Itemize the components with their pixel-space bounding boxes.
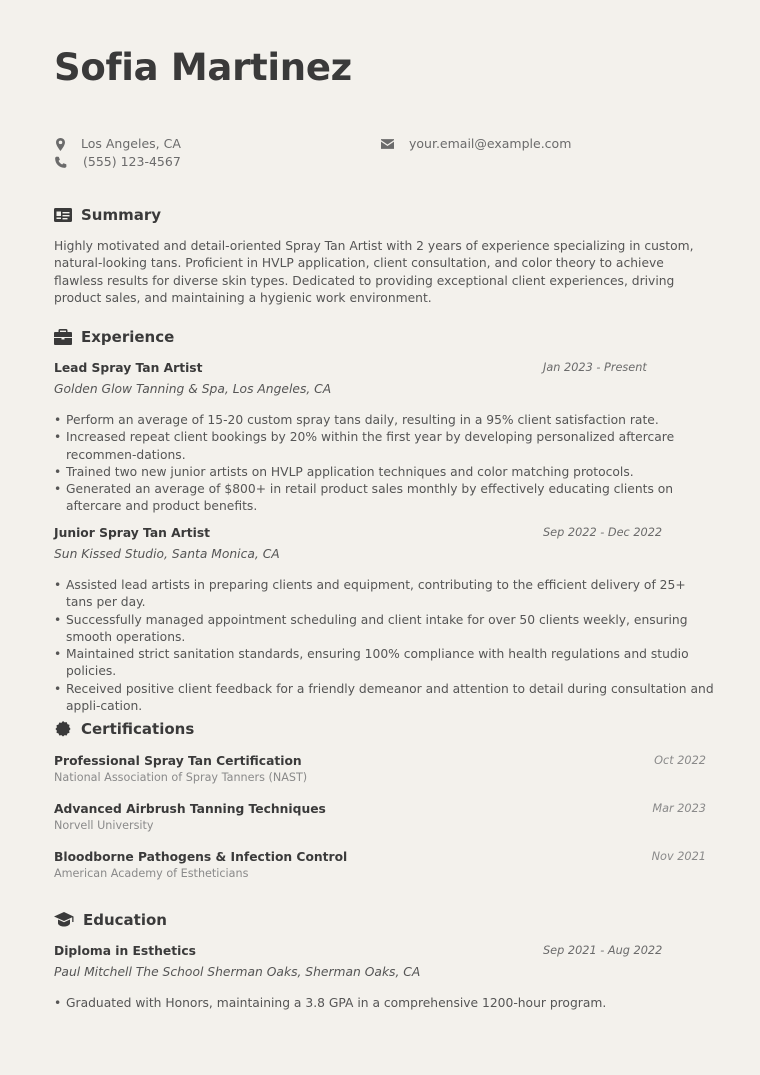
certifications-heading xyxy=(54,720,194,738)
list-item: • Successfully managed appointment scheduling and client intake for over 50 clients weekly, ensuring smooth operations. xyxy=(54,612,714,647)
contact-location xyxy=(54,135,181,153)
experience-heading xyxy=(54,328,174,346)
education-dates: Sep 2021 - Aug 2022 xyxy=(543,944,663,957)
certification-date: Nov 2021 xyxy=(651,850,706,863)
certification-issuer: National Association of Spray Tanners (NAST) xyxy=(54,771,308,784)
contact-phone xyxy=(54,153,181,171)
education-title: Education xyxy=(83,911,167,929)
candidate-name: Sofia Martinez xyxy=(54,46,352,89)
certification-name: Professional Spray Tan Certification xyxy=(54,754,302,768)
job-role: Lead Spray Tan Artist xyxy=(54,361,203,375)
contact-email xyxy=(381,135,571,153)
id-card-icon xyxy=(54,207,72,223)
summary-text: Highly motivated and detail-oriented Spray Tan Artist with 2 years of experience specializing in custom, natural-looking tans. Proficient in HVLP application, client consultation, and color theory to achieve flawless results for diverse skin types. Dedicated to providing exceptional client experiences, driving product sales, and maintaining a hygienic work environment. xyxy=(54,239,694,305)
education-bullets xyxy=(54,995,714,1012)
list-item: • Received positive client feedback for a friendly demeanor and attention to detail during consultation and appli-cation. xyxy=(54,681,714,716)
certification-name: Advanced Airbrush Tanning Techniques xyxy=(54,802,326,816)
degree-name: Diploma in Esthetics xyxy=(54,944,196,958)
job-role: Junior Spray Tan Artist xyxy=(54,526,211,540)
education-heading xyxy=(54,911,167,929)
list-item: • Generated an average of $800+ in retail product sales monthly by effectively educating clients on aftercare and product benefits. xyxy=(54,481,714,516)
certification-date: Mar 2023 xyxy=(652,802,706,815)
job-bullets xyxy=(54,577,714,715)
experience-title: Experience xyxy=(81,328,175,346)
list-item: • Increased repeat client bookings by 20% within the first year by developing personalized aftercare recommen-dations. xyxy=(54,429,714,464)
certificate-badge-icon xyxy=(54,721,72,737)
summary-heading xyxy=(54,206,161,224)
certification-name: Bloodborne Pathogens & Infection Control xyxy=(54,850,348,864)
list-item: • Perform an average of 15-20 custom spray tans daily, resulting in a 95% client satisfaction rate. xyxy=(54,412,714,429)
job-bullets xyxy=(54,412,714,516)
map-pin-icon xyxy=(54,138,67,151)
location-text: Los Angeles, CA xyxy=(81,136,181,151)
job-dates: Sep 2022 - Dec 2022 xyxy=(543,526,663,539)
list-item: • Assisted lead artists in preparing clients and equipment, contributing to the efficient delivery of 25+ tans per day. xyxy=(54,577,714,612)
job-organization: Sun Kissed Studio, Santa Monica, CA xyxy=(54,547,280,561)
briefcase-icon xyxy=(54,329,72,345)
certification-issuer: American Academy of Estheticians xyxy=(54,867,249,880)
job-dates: Jan 2023 - Present xyxy=(543,361,647,374)
school-name: Paul Mitchell The School Sherman Oaks, Sherman Oaks, CA xyxy=(54,965,421,979)
list-item: • Maintained strict sanitation standards, ensuring 100% compliance with health regulations and studio policies. xyxy=(54,646,714,681)
phone-text: (555) 123-4567 xyxy=(83,154,181,169)
list-item: • Trained two new junior artists on HVLP application techniques and color matching protocols. xyxy=(54,464,714,481)
certification-issuer: Norvell University xyxy=(54,819,154,832)
graduation-cap-icon xyxy=(54,912,74,928)
phone-icon xyxy=(54,156,67,169)
certifications-title: Certifications xyxy=(81,720,195,738)
list-item: • Graduated with Honors, maintaining a 3.8 GPA in a comprehensive 1200-hour program. xyxy=(54,995,714,1012)
email-text: your.email@example.com xyxy=(409,136,572,151)
summary-title: Summary xyxy=(81,206,162,224)
envelope-icon xyxy=(381,139,394,149)
certification-date: Oct 2022 xyxy=(654,754,706,767)
job-organization: Golden Glow Tanning & Spa, Los Angeles, CA xyxy=(54,382,332,396)
